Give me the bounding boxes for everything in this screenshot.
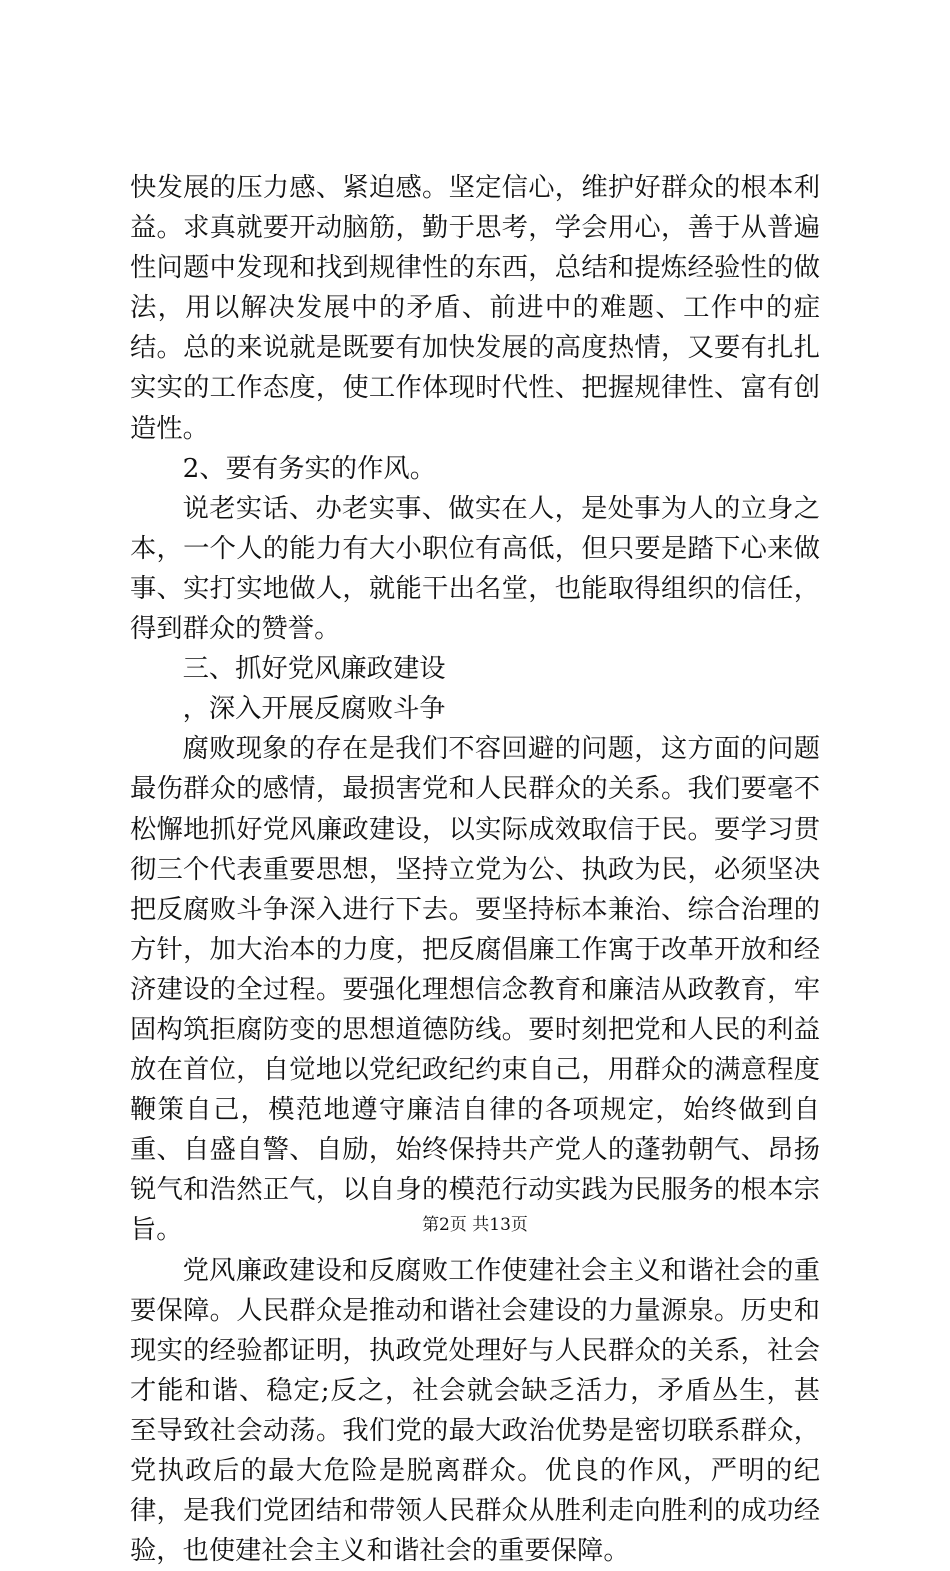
body-text (130, 168, 820, 1571)
paragraph-3: 说老实话、办老实事、做实在人，是处事为人的立身之本，一个人的能力有大小职位有高低，但只要是踏下心来做事、实打实地做人，就能干出名堂，也能取得组织的信任，得到群众的赞誉。 (130, 493, 820, 645)
paragraph-6: 腐败现象的存在是我们不容回避的问题，这方面的问题最伤群众的感情，最损害党和人民群众的关系。我们要毫不松懈地抓好党风廉政建设，以实际成效取信于民。要学习贯彻三个代表重要思想，坚持立党为公、执政为民，必须坚决把反腐败斗争深入进行下去。要坚持标本兼治、综合治理的方针，加大治本的力度，把反腐倡廉工作寓于改革开放和经济建设的全过程。要强化理想信念教育和廉洁从政教育，牢固构筑拒腐防变的思想道德防线。要时刻把党和人民的利益放在首位，自觉地以党纪政纪约束自己，用群众的满意程度鞭策自己，模范地遵守廉洁自律的各项规定，始终做到自重、自盛自警、自励，始终保持共产党人的蓬勃朝气、昂扬锐气和浩然正气，以自身的模范行动实践为民服务的根本宗旨。 (130, 734, 820, 1246)
section-heading-3: 三、抓好党风廉政建设 (182, 654, 446, 685)
paragraph-2-heading: 2、要有务实的作风。 (182, 453, 436, 484)
section-heading-3-continued: ，深入开展反腐败斗争 (182, 694, 446, 725)
paragraph-7: 党风廉政建设和反腐败工作使建社会主义和谐社会的重要保障。人民群众是推动和谐社会建设的力量源泉。历史和现实的经验都证明，执政党处理好与人民群众的关系，社会才能和谐、稳定;反之，社会就会缺乏活力，矛盾丛生，甚至导致社会动荡。我们党的最大政治优势是密切联系群众，党执政后的最大危险是脱离群众。优良的作风，严明的纪律，是我们党团结和带领人民群众从胜利走向胜利的成功经验，也使建社会主义和谐社会的重要保障。 (130, 1255, 821, 1567)
paragraph-1: 快发展的压力感、紧迫感。坚定信心，维护好群众的根本利益。求真就要开动脑筋，勤于思考，学会用心，善于从普遍性问题中发现和找到规律性的东西，总结和提炼经验性的做法，用以解决发展中的矛盾、前进中的难题、工作中的症结。总的来说就是既要有加快发展的高度热情，又要有扎扎实实的工作态度，使工作体现时代性、把握规律性、富有创造性。 (130, 173, 820, 444)
page-footer: 第2页 共13页 (422, 1215, 528, 1235)
